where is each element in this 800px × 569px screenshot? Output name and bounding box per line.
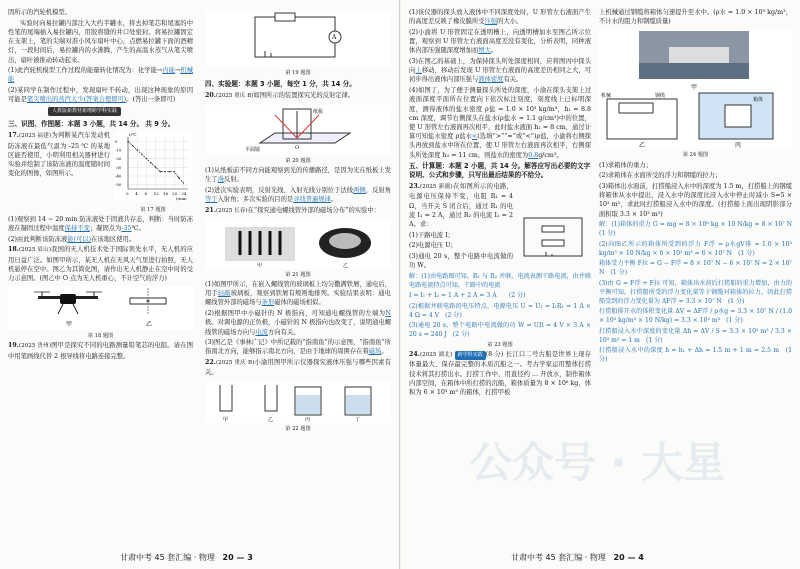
q20-text: 20.(2025 重庆 B)如图所示的装置探究光的反射定律。 bbox=[205, 92, 355, 100]
q23-subq: (3)通电 20 s，整个电路中电流做的功 W。 bbox=[409, 253, 513, 270]
q24-solution: 解：(1)箱体的重力 G = mg = 8 × 10⁶ kg × 10 N/kg = 8 × 10⁷ N (1 分) (2)向图乙所示的箱体所受到的浮力 F浮 = ρ水gV排 = 1.0 × 10³ kg/m³ × 10 N/kg × 6 × 10³ m³ = 6 × 10⁷ N (1 分) 箱体受力平衡 F拉 = G − F浮 = 8 × 10⁷ N − 6 × 10⁷ N = 2 × 10⁷ N (1 分) (3)由 G = F浮 + F拉 可知，箱体出水前后打捞船的重力增加，由力的平衡可知，打捞船所受的浮力变化量等于钢缆对箱体的拉力，因此打捞船受到的浮力变化量为 ΔF浮 = 3.3 × 10⁷ N (1 分) 打捞船排开水的体积变化量 ΔV = ΔF浮 / ρ水g = 3.3 × 10⁷ N / (1.0 × 10³ kg/m³ × 10 N/kg) = 3.3 × 10³ m³ (1 分) 打捞船浸入水中深度的变化量 Δh = ΔV / S = 3.3 × 10³ m³ / 3.3 × 10³ m² = 1 m (1 分) 打捞船浸入水中的深度 h = h₁ + Δh = 1.5 m + 1 m = 2.5 m (1 分) bbox=[599, 221, 799, 364]
x-tick-label: 24 bbox=[181, 191, 187, 197]
label-yi: 乙 bbox=[268, 416, 274, 423]
x-tick-label: 20 bbox=[172, 191, 178, 197]
label-jia: 甲 bbox=[691, 84, 698, 92]
figure-caption: 第 21 题图 bbox=[285, 271, 311, 278]
left-column-1 bbox=[8, 8, 193, 543]
new-curriculum-badge: 人教版新教材新增跨学科实践 bbox=[48, 107, 121, 116]
x-tick-label: 8 bbox=[144, 191, 148, 197]
q23-block: 23.(2025 新疆)在如图所示的电路，电源电压保持不变，电阻 R₁ = 4 Ω，当开关 S 闭合后，通过 R₁ 的电流 I₁ = 2 A，通过 R₂ 的电流 I₂ = 2 A。求： (1)干路电流 I； (2)电源电压 U； (3)通电 20 s，整个电路中电流做的功 W。 bbox=[409, 182, 591, 272]
section-3-heading: 三、识图、作图题：本题 3 小题，共 14 分。 共 9 分。 bbox=[8, 120, 175, 129]
label-paperboard: 纸板 bbox=[313, 108, 324, 115]
pressure-figure bbox=[205, 381, 391, 423]
y-tick-label: -10 bbox=[115, 147, 122, 153]
y-tick-label: -50 bbox=[115, 182, 122, 188]
q21-part3: (3)图乙是《事林广记》中所记载的“指南鱼”的示意图，“指南鱼”所指南北方向，能够指示南北方向，是由于地球的周围存在着磁场。 bbox=[205, 339, 391, 356]
label-yi: 乙 bbox=[343, 262, 349, 269]
figure-caption: 第 23 题图 bbox=[487, 341, 513, 348]
intro-paragraph: 实验时向易拉罐内部注入大约半罐水，将去掉笔芯和尾塞的中性笔的尾端插入易拉罐内，用胶将缝的井口处密封。将易拉罐固定在支架上，笔的尖端对准小风车扇叶中心，点燃易拉罐下面的酒精灯，一段时间后，易拉罐内的水沸腾，产生的高温水蒸气从笔尖喷出，扇叶被推动转动起来。 bbox=[8, 19, 193, 64]
data-point bbox=[150, 163, 151, 164]
salvage-figure bbox=[599, 29, 792, 149]
label-o: O bbox=[295, 144, 300, 151]
svg-text:A: A bbox=[332, 34, 337, 41]
q24-text: 24.(2025 湖北) 跨学科实践 (8 分) 长江口二号古船是世界上现存体量最大、保存最完整的木质沉船之一。考古学家运用整体打捞技术将其打捞出水。打捞工作中，用直径约 ... 开放水，制作箱体内部空间，在箱体中所打捞的沉船，箱体质量为 8 × 10⁶ kg，体积为 6 × 10³ m³ 的箱体，打捞甲板 bbox=[409, 351, 592, 396]
q17-block: 17.(2025 福建)为判断某汽车发动机防冻液在最低气温为 -25 ℃ 的某地区能否使用，小明利用相关器材进行实验并绘制了该防冻液的温度随时间变化的图像，如图所示。 0 4 8 12 16 20 24 0 -10 -20 -30 -40 -50 t/min t/℃ 第 17 题图 bbox=[8, 131, 193, 214]
drone-photo-icon bbox=[34, 292, 102, 314]
data-point bbox=[178, 177, 179, 178]
figure-caption: 第 24 题图 bbox=[682, 152, 709, 159]
q22-part1: (1)该仪器的探头放入液体中不同深度处时，U 形管左右液面产生的高度差反映了橡皮膜所受压强的大小。 bbox=[409, 9, 591, 26]
figure-caption: 第 17 题图 bbox=[140, 206, 166, 213]
q20-part1: (1)从纸板前不同方向能观察到光的传播路径，是因为光在纸板上发生了漫反射。 bbox=[205, 166, 391, 184]
q21-part1: (1)如图甲所示，在嵌入螺线管的玻璃板上均匀撒满铁屑，通电后，用手轻敲玻璃板，观察到铁屑有规则地排列。实验结果表明：通电螺线管外部的磁场与条形磁体的磁场相似。 bbox=[205, 281, 392, 307]
label-jia: 甲 bbox=[66, 321, 73, 329]
label-jia: 甲 bbox=[223, 416, 229, 423]
answer: 机械能 bbox=[8, 67, 194, 84]
intro-line: 固所示的汽轮机模型。 bbox=[8, 9, 71, 16]
label-bing: 丙 bbox=[735, 142, 742, 150]
x-tick-label: 4 bbox=[135, 191, 138, 197]
data-point bbox=[146, 158, 147, 159]
cooling-curve-chart bbox=[114, 131, 192, 201]
q24-subq: (2)求箱体在水面所受的浮力和钢缆的拉力； bbox=[599, 172, 722, 180]
x-tick-label: 12 bbox=[153, 191, 159, 197]
y-tick-label: -20 bbox=[115, 156, 122, 162]
page-number: 20 — 4 bbox=[613, 553, 644, 562]
q21-part2: (2)根据图甲中小磁针的 N 极指向，可知通电螺线管的左端为N极。对调电源的正负极，小磁针的 N 极指向也改变了，说明通电螺线管的磁场方向与电流方向有关。 bbox=[205, 310, 391, 336]
y-tick-label: 0 bbox=[115, 139, 118, 145]
interdisciplinary-badge: 跨学科实践 bbox=[455, 351, 486, 360]
label-jia: 甲 bbox=[257, 262, 263, 269]
label-box: 箱体 bbox=[753, 97, 764, 104]
q24-subq: (1)求箱体的重力； bbox=[599, 161, 652, 169]
data-point bbox=[155, 167, 156, 168]
q22-part4: (4)如图丁，为了便于测量探头所处的深度，小渝在探头支架上过液面深度平面所在位置向下依次标注刻度，刻度线上已标明深度，测得液体的盐水密度 ρ盐 = 1.0 × 10³ kg/m³，h₁ = 8.8 cm 深度，调节右侧探头在盐水(ρ盐水 = 1.1 g/cm³)中的位置，使 U 形管左右液面再次相平，此时盐水液面 h₂ = 8 cm，通过计算可知盐水密度 ρ盐水<(选填“>”“=”或“<”)ρ盐，小渝将右侧探头再放到盐水中所在位置，使 U 形管左右液面再次相平，右侧探头所处深度 h₃ = 11 cm，则盐水的密度为0.8g/cm³。 bbox=[409, 87, 591, 159]
label-yi: 乙 bbox=[639, 142, 646, 150]
reflection-figure bbox=[205, 105, 391, 155]
data-point bbox=[164, 171, 165, 172]
drone-diagram-icon bbox=[130, 288, 166, 314]
data-point bbox=[173, 171, 174, 172]
left-column-2 bbox=[205, 8, 391, 543]
label-yi: 乙 bbox=[146, 321, 153, 329]
y-tick-label: -40 bbox=[115, 173, 122, 179]
figure-caption: 第 19 题图 bbox=[285, 70, 311, 76]
q22-text: 22.(2025 重庆 B)小渝用图甲所示仪器探究液体压强与哪些因素有关。 bbox=[205, 359, 391, 377]
q22-part3: (3)在图乙的基础上，为保持探头所处深度相同，应将图丙中探头向上移动，移动后发现 U 形管左右液面的高度差仍相同之大，可初步得出液体内部压强与液体密度有关。 bbox=[409, 58, 592, 84]
y-tick-label: -30 bbox=[115, 165, 122, 171]
q16-part2: (2)某同学在制作过程中，发现扇叶不转动，出现这种现象的原因可能是笔尖喷出的蒸汽太少(答案合理即可)。(答出一条即可) bbox=[8, 87, 193, 104]
figure-caption: 第 18 题图 bbox=[87, 333, 114, 340]
y-axis-label: t/℃ bbox=[129, 132, 137, 138]
data-point bbox=[132, 145, 133, 146]
section-5-heading: 五、计算题：本题 2 小题，共 14 分。解答应写出必要的文字说明、公式和步骤，只写出最后结果的不给分。 bbox=[409, 161, 591, 179]
figure-caption: 第 20 题图 bbox=[285, 157, 311, 164]
q18-text: 18.(2025 眉山)我国的无人机技术处于国际领先水平，无人机的应用日益广泛。如图甲所示，某无人机在无风天气里进行拍照，无人机悬停在空中。图乙为其简化图，请作出无人机静止在空中时的受力示意图。(图乙中 O 点为无人机重心，不计空气的浮力) bbox=[8, 246, 193, 283]
watermark: 公众号 · 大星 bbox=[470, 438, 726, 487]
footer-title: 甘肃中考 45 套汇编 · 物理 bbox=[120, 553, 215, 562]
q23-subq: (1)干路电流 I； bbox=[409, 231, 454, 239]
q21-text: 21.(2025 长春)在“探究通电螺线管外部的磁场分布”的实验中： bbox=[205, 206, 380, 214]
left-footer bbox=[120, 552, 253, 563]
right-footer bbox=[511, 552, 644, 563]
label-mirror: 平面镜 bbox=[245, 146, 261, 153]
section-4-heading: 四、实验题：本题 3 小题，每空 1 分，共 14 分。 bbox=[205, 80, 356, 89]
label-bing: 丙 bbox=[305, 416, 311, 423]
data-point bbox=[141, 154, 142, 155]
label-cable: 钢缆 bbox=[655, 93, 666, 100]
answer: 笔尖喷出的蒸汽太少(答案合理即可) bbox=[26, 96, 127, 104]
x-tick-label: 0 bbox=[126, 191, 129, 197]
footer-title: 甘肃中考 45 套汇编 · 物理 bbox=[511, 553, 606, 562]
q20-part2: (2)进次实验表明，反射光线、入射光线分别位于法线两侧，反射角等于入射角；多次实验的目的是寻找普遍规律。 bbox=[205, 186, 392, 203]
q19-text: 19.(2025 贵州)图甲是探究不同的电路测量铅笔芯的电阻。请在图中用笔画线代替 2 根导线将电路连接完整。 bbox=[8, 342, 193, 360]
q23-solution: 解：(1)由电路图可知，R₁ 与 R₂ 并联，电流表测干路电流，由并联电路电流特点可知，干路中的电流 I = I₁ + I₂ = 1 A + 2 A = 3 A (2 分) (2)根据并联电路的电压特点，电源电压 U = U₁ = I₁R₁ = 1 A × 4 Ω = 4 V (2 分) (3)通电 20 s，整个电路中电流做的功 W = UIt = 4 V × 3 A × 20 s = 240 J (2 分) bbox=[409, 272, 591, 339]
drone-figure bbox=[8, 286, 193, 330]
q23-subq: (2)电源电压 U； bbox=[409, 242, 457, 250]
q16-part1: (1)此汽轮机模型工作过程的能量转化情况为：化学能→内能→机械能 bbox=[8, 67, 194, 84]
data-point bbox=[169, 171, 170, 172]
figure-caption: 第 22 题图 bbox=[285, 425, 311, 432]
circuit-figure-23 bbox=[516, 212, 590, 264]
data-point bbox=[137, 150, 138, 151]
data-point bbox=[127, 141, 128, 142]
q24-intro: 上机械通过钢缆将箱体匀速提升至水中。(ρ水 = 1.0 × 10³ kg/m³，不计水的阻力和钢缆质量) bbox=[599, 9, 792, 26]
label-ding: 丁 bbox=[355, 416, 361, 423]
q24-subq: (3)箱体出水面前，打捞船浸入水中的深度为 1.5 m，打捞船上的钢缆将箱体从水中提出，浸入水中的深度比浸入水中停止时减小 S=5 × 10³ m²，求此时打捞船浸入水中的深度。(打捞船上面出现阴影部分面积取 3.3 × 10³ m²) bbox=[599, 183, 792, 218]
q17-part2: (2)由此判断该防冻液能(可以)在该地区使用。 bbox=[8, 235, 136, 243]
solenoid-figure bbox=[205, 219, 391, 269]
q22-part2: (2)小渝将 U 形管固定在透明槽上，向透明槽加水至图乙所示位置，观察到 U 形管左右液面高度差没有变化，分析表明，同种液体内部压强随深度增加而增大。 bbox=[409, 28, 591, 55]
page-number: 20 — 3 bbox=[222, 553, 253, 562]
x-tick-label: 16 bbox=[162, 191, 169, 197]
label-machine: 机械 bbox=[601, 93, 612, 100]
q17-part1: (1)观察到 14 ~ 20 min 防冻液处于固液共存态，判断：当时防冻液在凝固过程中温度保持不变；凝固点为-35℃。 bbox=[8, 215, 193, 233]
data-point bbox=[160, 171, 161, 172]
answer: 内能 bbox=[162, 67, 175, 75]
data-point bbox=[183, 183, 184, 184]
circuit-figure-19 bbox=[205, 11, 391, 67]
x-axis-label: t/min bbox=[176, 196, 187, 202]
